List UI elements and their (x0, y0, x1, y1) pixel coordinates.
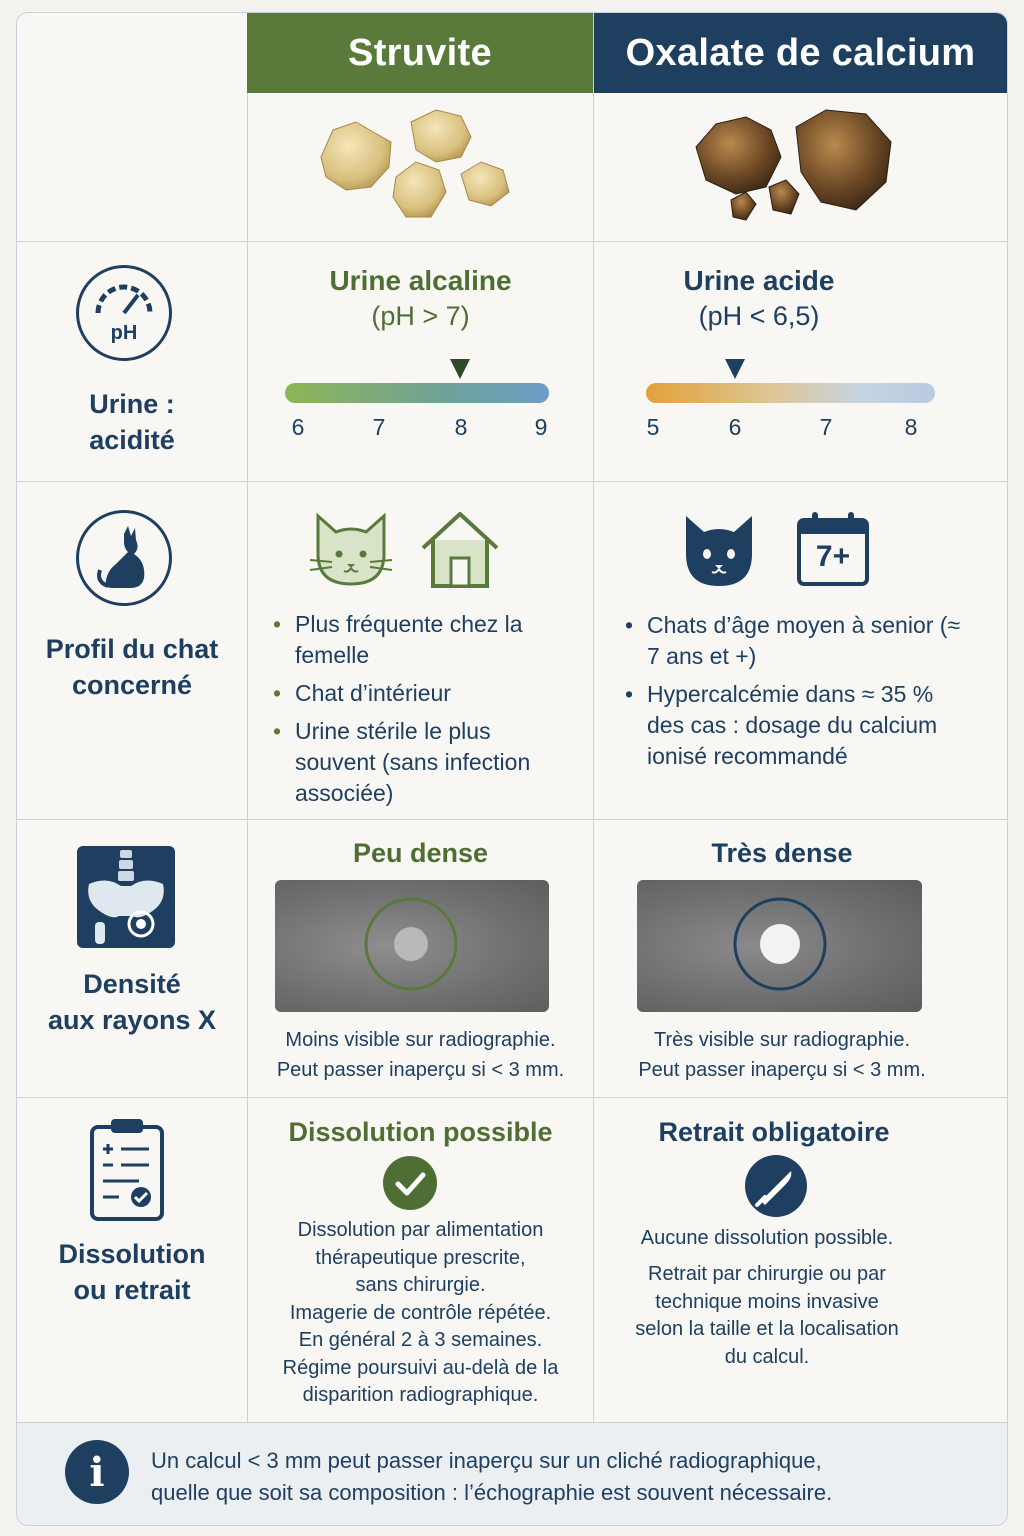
struvite-stones-image (248, 93, 593, 241)
divider (17, 241, 1007, 242)
oxalate-acidity-title: Urine acide (683, 265, 835, 296)
text-line: Régime poursuivi au-delà de la (282, 1356, 559, 1379)
tick-label: 8 (904, 414, 918, 440)
list-item: • Hypercalcémie dans ≈ 35 % des cas : dosage du calcium ionisé recommandé (625, 679, 965, 772)
oxalate-acidity-sub: (pH < 6,5) (698, 301, 820, 331)
row-label-line: concerné (71, 670, 193, 700)
row-label-line: Profil du chat (45, 634, 219, 664)
text-line: thérapeutique prescrite, (315, 1246, 526, 1269)
list-item: • Plus fréquente chez la femelle (273, 609, 573, 671)
house-icon (417, 510, 503, 595)
oxalate-stones-image (594, 93, 1007, 241)
scalpel-icon (745, 1155, 807, 1217)
tick-label: 6 (291, 414, 305, 440)
text-line: Retrait par chirurgie ou par (648, 1263, 886, 1285)
text-line: En général 2 à 3 semaines. (298, 1329, 543, 1351)
calendar-icon (796, 510, 870, 588)
row-label-dissolution (17, 1236, 247, 1308)
struvite-acidity-sub: (pH > 7) (371, 301, 470, 331)
struvite-density-title: Peu dense (352, 838, 489, 868)
text-line: disparition radiographique. (302, 1384, 539, 1406)
tick-label: 9 (534, 414, 548, 440)
text-line: Imagerie de contrôle répétée. (289, 1301, 552, 1324)
text-line: technique moins invasive (655, 1290, 879, 1313)
row-label-line: aux rayons X (47, 1005, 217, 1035)
footer-note (17, 1423, 1007, 1525)
struvite-profile-list (273, 609, 573, 816)
oxalate-ph-marker (725, 359, 745, 379)
oxalate-xray-image (637, 880, 922, 1012)
oxalate-dissolution-text (594, 1261, 940, 1371)
info-icon: i (65, 1440, 129, 1504)
struvite-ph-scale (285, 383, 549, 403)
text-line: sans chirurgie. (355, 1274, 486, 1296)
list-item: • Urine stérile le plus souvent (sans infection associée) (273, 716, 573, 809)
row-label-line: Densité (83, 969, 181, 999)
cat-icon (76, 510, 172, 606)
clipboard-icon (89, 1115, 165, 1228)
struvite-dissolution-title: Dissolution possible (288, 1117, 553, 1147)
struvite-acidity-title: Urine alcaline (329, 265, 512, 296)
text-line: Dissolution par alimentation (297, 1219, 544, 1241)
cat-face-icon (676, 510, 762, 595)
struvite-xray-image (275, 880, 549, 1012)
row-label-profile (17, 631, 247, 703)
text-line: du calcul. (724, 1345, 810, 1368)
calendar-text: 7+ (815, 540, 851, 573)
struvite-xray-caption (248, 1025, 593, 1085)
footer-text (151, 1445, 832, 1509)
row-label-acidity (17, 386, 247, 458)
xray-pelvis-icon (77, 846, 175, 948)
comparison-table (16, 12, 1008, 1526)
caption-line: Peut passer inaperçu si < 3 mm. (276, 1059, 565, 1081)
footer-line: quelle que soit sa composition : l’échographie est souvent nécessaire. (151, 1480, 833, 1505)
tick-label: 7 (372, 414, 386, 440)
cat-outline-icon (308, 510, 394, 595)
footer-line: Un calcul < 3 mm peut passer inaperçu sur un cliché radiographique, (151, 1448, 822, 1473)
caption-line: Peut passer inaperçu si < 3 mm. (638, 1059, 926, 1081)
caption-line: Moins visible sur radiographie. (285, 1029, 556, 1051)
oxalate-profile-list (625, 610, 965, 779)
tick-label: 5 (646, 414, 660, 440)
struvite-dissolution-text (248, 1217, 593, 1410)
header-oxalate: Oxalate de calcium (594, 13, 1007, 93)
row-label-line: ou retrait (73, 1275, 191, 1305)
oxalate-density-title: Très dense (711, 838, 853, 868)
oxalate-ph-scale (646, 383, 935, 403)
tick-label: 8 (454, 414, 468, 440)
text-line: selon la taille et la localisation (635, 1318, 899, 1340)
tick-label: 7 (819, 414, 833, 440)
divider (17, 1097, 1007, 1098)
row-label-line: acidité (89, 425, 175, 455)
divider (17, 819, 1007, 820)
header-struvite: Struvite (247, 13, 593, 93)
divider (17, 481, 1007, 482)
row-label-line: Urine : (89, 389, 175, 419)
list-item: • Chats d’âge moyen à senior (≈ 7 ans et +) (625, 610, 965, 672)
oxalate-xray-caption (594, 1025, 970, 1085)
tick-label: 6 (728, 414, 742, 440)
check-icon (383, 1156, 437, 1210)
svg-text:pH: pH (110, 322, 138, 344)
caption-line: Très visible sur radiographie. (653, 1029, 911, 1051)
ph-gauge-icon (76, 265, 172, 361)
oxalate-dissolution-line-a: Aucune dissolution possible. (640, 1227, 894, 1249)
oxalate-dissolution-title: Retrait obligatoire (658, 1117, 890, 1147)
struvite-ph-marker (450, 359, 470, 379)
row-label-density (17, 966, 247, 1038)
row-label-line: Dissolution (58, 1239, 206, 1269)
list-item: • Chat d’intérieur (273, 678, 573, 709)
